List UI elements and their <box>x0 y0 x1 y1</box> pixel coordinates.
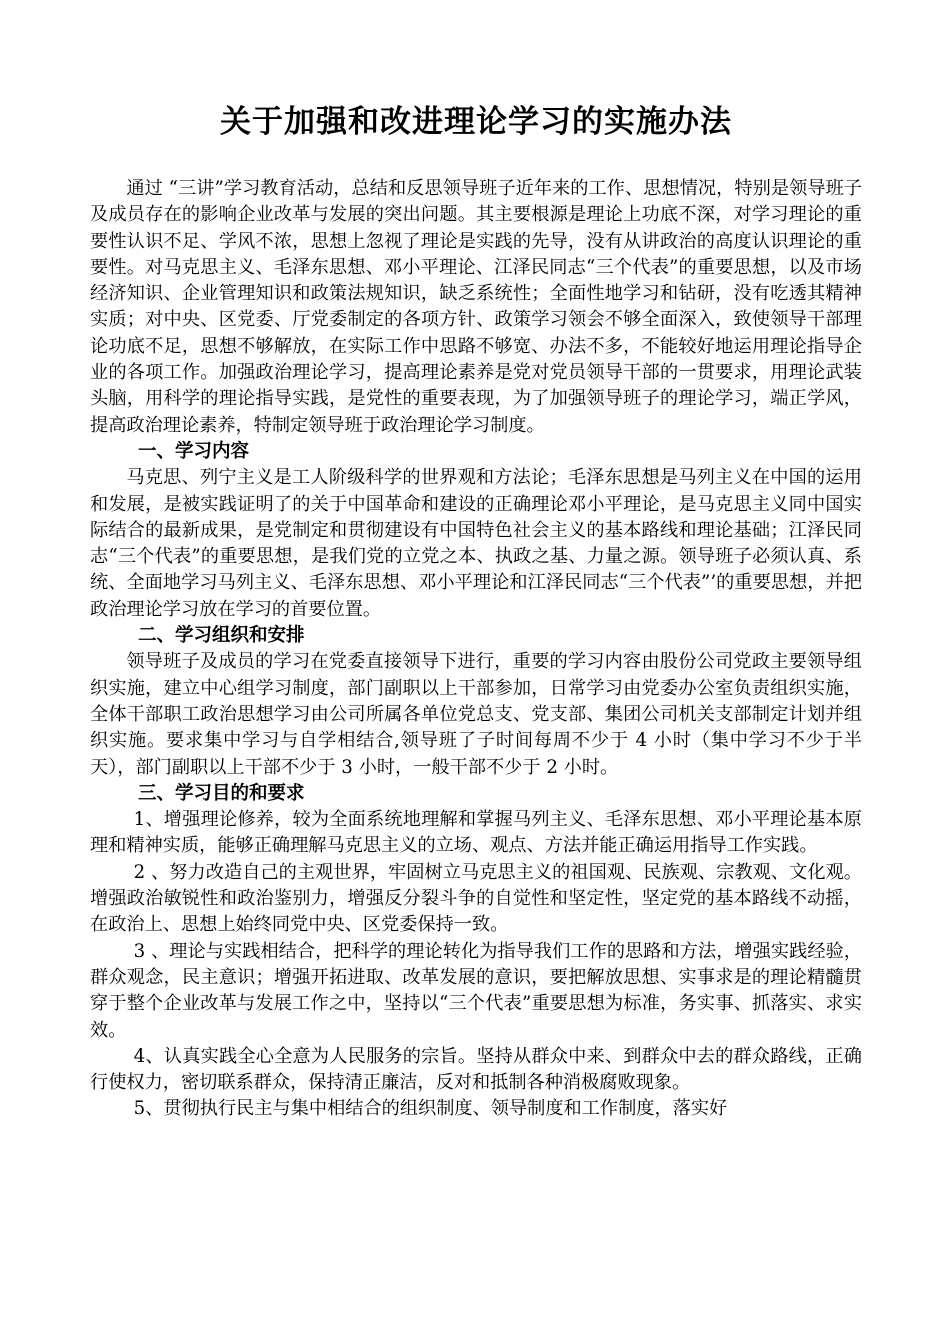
section-body-content: 马克思、列宁主义是工人阶级科学的世界观和方法论；毛泽东思想是马列主义在中国的运用和发展，是被实践证明了的关于中国革命和建设的正确理论邓小平理论，是马克思主义同中国实际结合的最新成果，是党制定和贯彻建设有中国特色社会主义的基本路线和理论基础；江泽民同志“三个代表”的重要思想，是我们党的立党之本、执政之基、力量之源。领导班子必须认真、系统、全面地学习马列主义、毛泽东思想、邓小平理论和江泽民同志“三个代表”’的重要思想，并把政治理论学习放在学习的首要位置。 <box>90 467 862 620</box>
section-heading-content: 一、学习内容 <box>138 440 250 462</box>
document-page <box>90 100 862 1123</box>
goal-item: 4、认真实践全心全意为人民服务的宗旨。坚持从群众中来、到群众中去的群众路线，正确行使权力，密切联系群众，保持清正廉洁，反对和抵制各种消极腐败现象。 <box>90 1045 862 1094</box>
goal-item: 3 、理论与实践相结合，把科学的理论转化为指导我们工作的思路和方法，增强实践经验，群众观念，民主意识；增强开拓进取、改革发展的意识，要把解放思想、实事求是的理论精髓贯穿于整个企业改革与发展工作之中，坚持以“三个代表”重要思想为标准，务实事、抓落实、求实效。 <box>90 940 862 1041</box>
goal-item: 2 、努力改造自己的主观世界，牢固树立马克思主义的祖国观、民族观、宗教观、文化观。增强政治敏锐性和政治鉴别力，增强反分裂斗争的自觉性和坚定性，坚定党的基本路线不动摇，在政治上、思想上始终同党中央、区党委保持一致。 <box>90 861 862 936</box>
goal-item: 5、贯彻执行民主与集中相结合的组织制度、领导制度和工作制度，落实好 <box>133 1098 728 1120</box>
section-heading-organization: 二、学习组织和安排 <box>138 625 305 647</box>
intro-paragraph: 通过 “三讲”学习教育活动，总结和反思领导班子近年来的工作、思想情况，特别是领导班子及成员存在的影响企业改革与发展的突出问题。其主要根源是理论上功底不深，对学习理论的重要性认识不足、学风不浓，思想上忽视了理论是实践的先导，没有从讲政治的高度认识理论的重要性。对马克思主义、毛泽东思想、邓小平理论、江泽民同志“三个代表”的重要思想，以及市场经济知识、企业管理知识和政策法规知识，缺乏系统性；全面性地学习和钻研，没有吃透其精神实质；对中央、区党委、厅党委制定的各项方针、政策学习领会不够全面深入，致使领导干部理论功底不足，思想不够解放，在实际工作中思路不够宽、办法不多，不能较好地运用理论指导企业的各项工作。加强政治理论学习，提高理论素养是党对党员领导干部的一贯要求，用理论武装头脑，用科学的理论指导实践，是党性的重要表现，为了加强领导班子的理论学习，端正学风，提高政治理论素养，特制定领导班于政治理论学习制度。 <box>90 178 862 436</box>
goal-item: 1、增强理论修养，较为全面系统地理解和掌握马列主义、毛泽东思想、邓小平理论基本原理和精神实质，能够正确理解马克思主义的立场、观点、方法并能正确运用指导工作实践。 <box>90 809 862 857</box>
section-body-organization: 领导班子及成员的学习在党委直接领导下进行，重要的学习内容由股份公司党政主要领导组织实施，建立中心组学习制度，部门副职以上干部参加，日常学习由党委办公室负责组织实施，全体干部职工政治思想学习由公司所属各单位党总支、党支部、集团公司机关支部制定计划并组织实施。要求集中学习与自学相结合,领导班了子时间每周不少于 4 小时（集中学习不少于半天），部门副职以上干部不少于 3 小时，一般干部不少于 2 小时。 <box>90 651 862 778</box>
section-heading-goals: 三、学习目的和要求 <box>138 782 305 804</box>
document-title: 关于加强和改进理论学习的实施办法 <box>220 104 732 140</box>
